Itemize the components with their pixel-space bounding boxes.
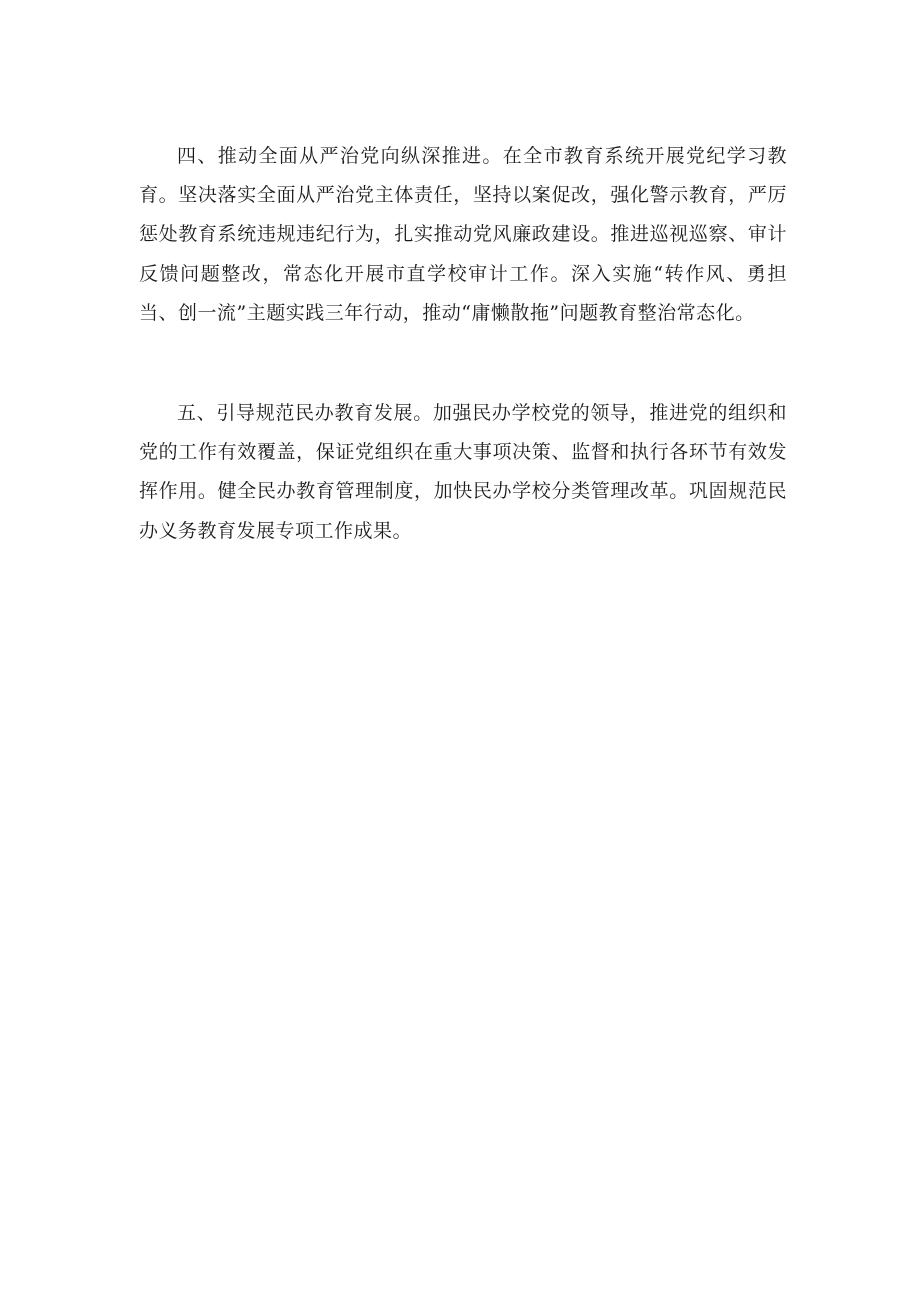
paragraph-private-education: 五、引导规范民办教育发展。加强民办学校党的领导，推进党的组织和党的工作有效覆盖，保证党组织在重大事项决策、监督和执行各环节有效发挥作用。健全民办教育管理制度，加快民办学校分类管理改革。巩固规范民办义务教育发展专项工作成果。 (139, 402, 787, 542)
document-body (139, 137, 787, 551)
paragraph-party-discipline: 四、推动全面从严治党向纵深推进。在全市教育系统开展党纪学习教育。坚决落实全面从严治党主体责任，坚持以案促改，强化警示教育，严厉惩处教育系统违规违纪行为，扎实推动党风廉政建设。推进巡视巡察、审计反馈问题整改，常态化开展市直学校审计工作。深入实施“转作风、勇担当、创一流”主题实践三年行动，推动“庸懒散拖”问题教育整治常态化。 (139, 145, 787, 324)
